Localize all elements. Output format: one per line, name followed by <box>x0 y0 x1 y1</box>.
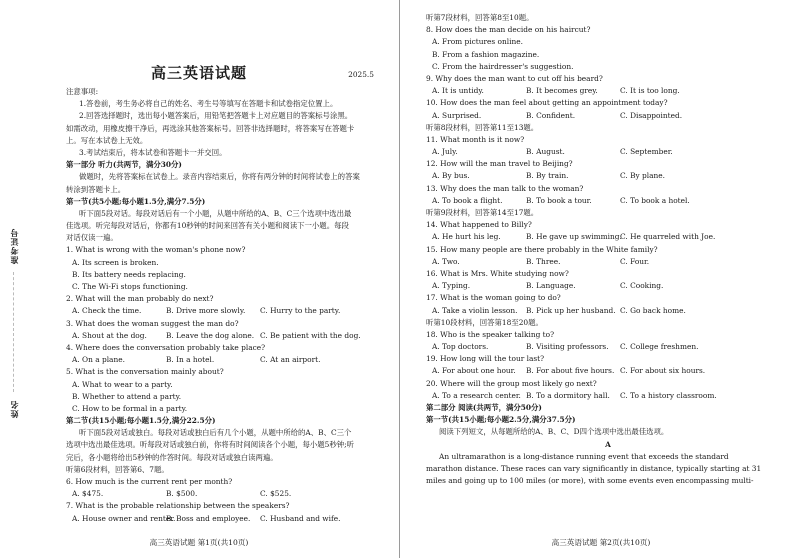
section2-intro-line: 选项中选出最佳选项。听每段对话或独白前，你将有时间阅读各个小题，每小题5秒钟;听 <box>66 440 355 450</box>
option: B. To a dormitory hall. <box>526 390 610 400</box>
options-row <box>426 146 790 158</box>
left-page <box>0 0 398 558</box>
option: C. Be patient with the dog. <box>260 330 361 340</box>
option: A. It is untidy. <box>432 86 484 96</box>
note-line: 2.回答选择题时，选出每小题答案后，用铅笔把答题卡上对应题目的答案标号涂黑。 <box>79 111 353 121</box>
option: C. For about six hours. <box>620 366 706 376</box>
option: A. To a research center. <box>432 390 521 400</box>
material-8-instruction: 听第8段材料，回答第11至13题。 <box>426 122 539 132</box>
options-row <box>426 85 790 97</box>
binding-line <box>13 272 14 392</box>
option: A. To book a flight. <box>432 195 503 205</box>
option: B. Boss and employee. <box>166 513 251 523</box>
options-row <box>66 305 392 317</box>
question-17: 17. What is the woman going to do? <box>426 293 561 303</box>
material-9-instruction: 听第9段材料，回答第14至17题。 <box>426 208 539 217</box>
note-line: 1.答卷前，考生务必将自己的姓名、考生号等填写在答题卡和试卷指定位置上。 <box>79 99 338 109</box>
question-18: 18. Who is the speaker talking to? <box>426 329 555 339</box>
options-row <box>426 231 790 243</box>
section1-intro-line: 对话仅读一遍。 <box>66 233 118 243</box>
section1-intro-line: 佳选项。听完每段对话后，你都有10秒钟的时间来回答有关小题和阅读下一小题。每段 <box>66 221 349 231</box>
option: C. September. <box>620 147 673 157</box>
options-row <box>426 390 790 402</box>
option: A. Typing. <box>432 281 471 291</box>
question-4: 4. Where does the conversation probably take place? <box>66 342 266 352</box>
option: A. Check the time. <box>72 306 142 316</box>
section1-intro-line: 听下面5段对话。每段对话后有一个小题，从题中所给的A、B、C三个选项中选出最 <box>79 208 352 218</box>
option: B. Language. <box>526 281 576 291</box>
options-row <box>426 110 790 122</box>
option: B. $500. <box>166 489 198 499</box>
option: A. Take a violin lesson. <box>432 305 518 315</box>
options-row <box>426 280 790 292</box>
option: A. He hurt his leg. <box>432 232 501 242</box>
options-row <box>66 488 392 500</box>
option: B. To book a tour. <box>526 195 592 205</box>
question-3: 3. What does the woman suggest the man do? <box>66 318 239 328</box>
side-label-name: 姓名 <box>9 400 19 418</box>
section2-intro-line: 完后，各小题将给出5秒钟的作答时间。每段对话或独白读两遍。 <box>66 452 278 462</box>
question-9: 9. Why does the man want to cut off his beard? <box>426 73 603 83</box>
question-19: 19. How long will the tour last? <box>426 354 545 364</box>
option: A. House owner and renter. <box>72 513 176 523</box>
option: B. It becomes grey. <box>526 86 598 96</box>
part1-heading: 第一部分 听力(共两节，满分30分) <box>66 160 182 170</box>
options-row <box>426 341 790 353</box>
question-2: 2. What will the man probably do next? <box>66 294 214 304</box>
option: B. From a fashion magazine. <box>432 49 540 59</box>
option: C. The Wi-Fi stops functioning. <box>72 282 188 291</box>
option: B. Whether to attend a party. <box>72 391 182 401</box>
options-row <box>426 365 790 377</box>
left-content <box>66 86 392 525</box>
option: C. Cooking. <box>620 281 664 291</box>
note-line: 如需改动，用橡皮擦干净后，再选涂其他答案标号。回答非选择题时，将答案写在答题卡 <box>66 123 355 133</box>
option: A. Two. <box>432 256 460 266</box>
option: C. Disappointed. <box>620 110 683 120</box>
option: C. How to be formal in a party. <box>72 403 188 413</box>
passage-line: marathon distance. These races can vary significantly in distance, typically starting at 31 <box>426 463 762 473</box>
part2-intro: 阅读下列短文，从每题所给的A、B、C、D四个选项中选出最佳选项。 <box>439 427 669 437</box>
option: C. It is too long. <box>620 86 680 96</box>
options-row <box>426 256 790 268</box>
option: C. College freshmen. <box>620 342 699 352</box>
part1-intro-line: 做题时，先将答案标在试卷上。录音内容结束后，你将有两分钟的时间将试卷上的答案 <box>79 172 360 182</box>
exam-date: 2025.5 <box>348 70 374 79</box>
options-row <box>426 195 790 207</box>
section2-intro-line: 听下面5段对话或独白。每段对话或独白后有几个小题，从题中所给的A、B、C三个 <box>79 428 352 438</box>
material-6-instruction: 听第6段材料，回答第6、7题。 <box>66 464 169 474</box>
question-14: 14. What happened to Billy? <box>426 220 532 230</box>
option: B. Drive more slowly. <box>166 306 246 316</box>
note-line: 上。写在本试卷上无效。 <box>66 135 148 145</box>
option: B. Visiting professors. <box>526 342 609 352</box>
passage-line: miles and going up to 100 miles (or more), with some events even encompassing multi- <box>426 476 754 486</box>
option: A. For about one hour. <box>432 366 516 376</box>
option: A. On a plane. <box>72 355 125 365</box>
option: C. To a history classroom. <box>620 390 717 400</box>
question-10: 10. How does the man feel about getting an appointment today? <box>426 98 668 108</box>
question-5: 5. What is the conversation mainly about? <box>66 367 224 377</box>
option: C. Husband and wife. <box>260 513 341 523</box>
material-7-instruction: 听第7段材料，回答第8至10题。 <box>426 13 534 22</box>
option: B. Leave the dog alone. <box>166 330 255 340</box>
question-1: 1. What is wrong with the woman's phone now? <box>66 245 246 255</box>
options-row <box>426 170 790 182</box>
question-20: 20. Where will the group most likely go next? <box>426 378 597 388</box>
option: B. August. <box>526 147 565 157</box>
option: B. For about five hours. <box>526 366 615 376</box>
part2-section1-heading: 第一节(共15小题;每小题2.5分,满分37.5分) <box>426 415 576 425</box>
option: A. What to wear to a party. <box>72 379 173 389</box>
option: B. Pick up her husband. <box>526 305 616 315</box>
option: B. In a hotel. <box>166 355 215 365</box>
option: A. From pictures online. <box>432 37 523 47</box>
options-row <box>66 513 392 525</box>
material-10-instruction: 听第10段材料，回答第18至20题。 <box>426 317 543 327</box>
option: A. Its screen is broken. <box>72 257 159 267</box>
page-footer: 高三英语试题 第2页(共10页) <box>551 538 651 547</box>
question-6: 6. How much is the current rent per month? <box>66 477 233 486</box>
option: C. To book a hotel. <box>620 195 690 205</box>
question-12: 12. How will the man travel to Beijing? <box>426 159 573 169</box>
notes-title: 注意事项: <box>66 87 99 96</box>
options-row <box>66 354 392 366</box>
page-footer: 高三英语试题 第1页(共10页) <box>149 538 249 547</box>
note-line: 3.考试结束后，将本试卷和答题卡一并交回。 <box>79 147 227 157</box>
options-row <box>426 305 790 317</box>
option: C. $525. <box>260 489 292 499</box>
option: B. He gave up swimming. <box>526 232 622 242</box>
question-7: 7. What is the probable relationship between the speakers? <box>66 501 290 511</box>
option: B. Its battery needs replacing. <box>72 269 186 279</box>
section1-heading: 第一节(共5小题;每小题1.5分,满分7.5分) <box>66 196 206 206</box>
question-16: 16. What is Mrs. White studying now? <box>426 268 569 278</box>
option: A. By bus. <box>432 171 470 181</box>
part2-heading: 第二部分 阅读(共两节，满分50分) <box>426 403 542 412</box>
option: C. Go back home. <box>620 305 686 315</box>
question-15: 15. How many people are there probably in the White family? <box>426 244 658 254</box>
question-13: 13. Why does the man talk to the woman? <box>426 183 584 193</box>
passage-line: An ultramarathon is a long-distance running event that exceeds the standard <box>439 451 729 461</box>
question-11: 11. What month is it now? <box>426 134 525 144</box>
options-row <box>66 330 392 342</box>
question-8: 8. How does the man decide on his haircut? <box>426 25 591 35</box>
option: C. From the hairdresser's suggestion. <box>432 61 574 71</box>
page-title: 高三英语试题 <box>150 64 247 82</box>
option: A. Shout at the dog. <box>72 330 147 340</box>
right-page <box>402 0 800 558</box>
option: A. Top doctors. <box>432 342 489 352</box>
option: C. Hurry to the party. <box>260 306 341 316</box>
option: B. Confident. <box>526 110 576 120</box>
passage-label: A <box>605 439 611 449</box>
part1-intro-line: 转涂到答题卡上。 <box>66 184 126 194</box>
option: C. At an airport. <box>260 355 321 365</box>
option: A. Surprised. <box>432 110 482 120</box>
option: B. Three. <box>526 256 561 266</box>
option: B. By train. <box>526 171 569 181</box>
option: C. By plane. <box>620 171 666 181</box>
page-divider <box>399 0 400 558</box>
option: C. He quarreled with Joe. <box>620 232 716 242</box>
section2-heading: 第二节(共15小题;每小题1.5分,满分22.5分) <box>66 416 216 426</box>
option: A. $475. <box>72 489 104 499</box>
right-content <box>426 12 790 487</box>
side-label-exam-number: 准考证号 <box>9 228 19 264</box>
option: A. July. <box>432 147 458 157</box>
option: C. Four. <box>620 256 650 266</box>
